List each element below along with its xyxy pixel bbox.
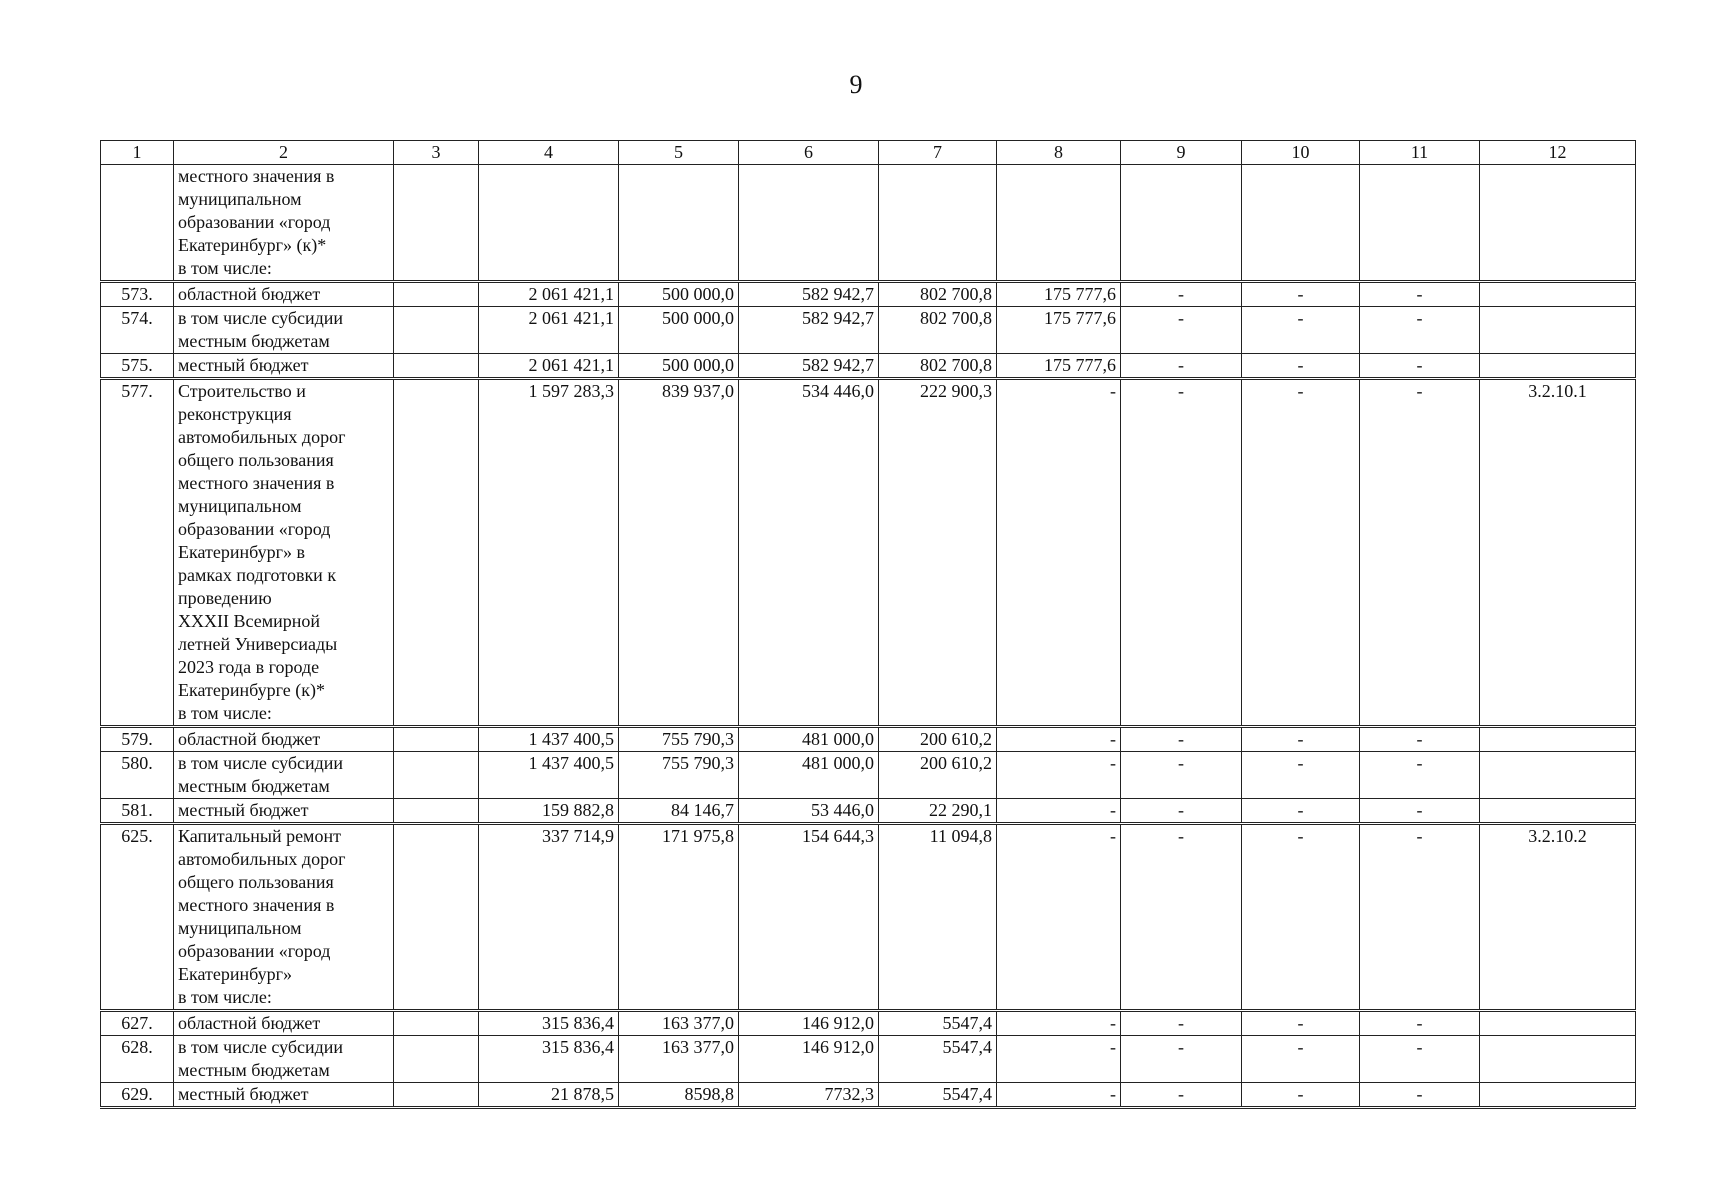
description-line: местным бюджетам [178,331,330,351]
column-8-value: 175 777,6 [997,307,1121,354]
column-6-value: 146 912,0 [739,1036,879,1083]
column-8-value: - [997,824,1121,1011]
budget-table [100,140,1636,1109]
column-11-value: - [1360,282,1480,307]
description-line: местного значения в [178,895,335,915]
description-cell [174,727,394,752]
column-6-value: 154 644,3 [739,824,879,1011]
column-8-value: - [997,752,1121,799]
description-line: в том числе: [178,703,272,723]
description-cell [174,379,394,727]
table-body [101,165,1636,1108]
column-7-value: 222 900,3 [879,379,997,727]
header-cell: 4 [479,141,619,165]
row-number-cell: 580. [101,752,174,799]
column-9-value: - [1121,282,1242,307]
column-7-value: 11 094,8 [879,824,997,1011]
column-6-value: 481 000,0 [739,752,879,799]
table-row [101,799,1636,824]
description-cell [174,165,394,282]
row-number-cell: 581. [101,799,174,824]
header-row [101,141,1636,165]
column-9-value: - [1121,354,1242,379]
description-line: местный бюджет [178,800,309,820]
description-line: областной бюджет [178,1013,321,1033]
description-line: местного значения в [178,166,335,186]
description-line: 2023 года в городе [178,657,320,677]
column-8-value: - [997,799,1121,824]
column-11-value: - [1360,727,1480,752]
description-line: областной бюджет [178,284,321,304]
description-line: Екатеринбург» (к)* [178,235,327,255]
description-line: в том числе субсидии [178,753,344,773]
table-row [101,1011,1636,1036]
description-line: образовании «город [178,212,331,232]
column-4-value: 1 437 400,5 [479,752,619,799]
header-cell: 2 [174,141,394,165]
header-cell: 10 [1242,141,1360,165]
table-row [101,354,1636,379]
column-10-value: - [1242,282,1360,307]
column-5-value: 839 937,0 [619,379,739,727]
column-4-value: 2 061 421,1 [479,282,619,307]
column-4-value: 159 882,8 [479,799,619,824]
column-11-value: - [1360,799,1480,824]
header-cell: 8 [997,141,1121,165]
column-6-value: 146 912,0 [739,1011,879,1036]
column-11-value: - [1360,824,1480,1011]
column-5-value: 171 975,8 [619,824,739,1011]
column-4-value: 1 597 283,3 [479,379,619,727]
table-row [101,307,1636,354]
column-10-value: - [1242,799,1360,824]
column-12-code [1480,165,1636,282]
description-cell [174,1011,394,1036]
column-4-value: 315 836,4 [479,1011,619,1036]
description-cell [174,282,394,307]
column-5-value: 500 000,0 [619,307,739,354]
column-7-value: 802 700,8 [879,307,997,354]
column-9-value: - [1121,1011,1242,1036]
description-cell [174,824,394,1011]
column-12-code [1480,1083,1636,1108]
row-number-cell: 625. [101,824,174,1011]
column-6-value: 534 446,0 [739,379,879,727]
column-9-value: - [1121,1083,1242,1108]
column-7-value: 200 610,2 [879,727,997,752]
column-5-value [619,165,739,282]
table-row [101,379,1636,727]
column-11-value: - [1360,1083,1480,1108]
row-number-cell: 575. [101,354,174,379]
header-cell: 9 [1121,141,1242,165]
column-5-value: 8598,8 [619,1083,739,1108]
table-row [101,824,1636,1011]
column-8-value: 175 777,6 [997,354,1121,379]
description-line: Строительство и [178,381,306,401]
column-5-value: 500 000,0 [619,282,739,307]
description-line: автомобильных дорог [178,427,346,447]
column-11-value: - [1360,354,1480,379]
column-4-value: 2 061 421,1 [479,307,619,354]
column-7-value: 5547,4 [879,1083,997,1108]
column-9-value: - [1121,799,1242,824]
row-number-cell: 628. [101,1036,174,1083]
column-8-value: - [997,1083,1121,1108]
column-12-code: 3.2.10.1 [1480,379,1636,727]
column-7-value: 22 290,1 [879,799,997,824]
column-10-value: - [1242,307,1360,354]
column-7-value: 200 610,2 [879,752,997,799]
column-7-value: 802 700,8 [879,354,997,379]
description-cell [174,1083,394,1108]
column-10-value: - [1242,1036,1360,1083]
description-line: местный бюджет [178,355,309,375]
header-cell: 5 [619,141,739,165]
column-12-code: 3.2.10.2 [1480,824,1636,1011]
table-row [101,727,1636,752]
description-line: образовании «город [178,519,331,539]
column-5-value: 755 790,3 [619,727,739,752]
column-8-value: - [997,1011,1121,1036]
column-4-value: 2 061 421,1 [479,354,619,379]
column-12-code [1480,752,1636,799]
column-11-value: - [1360,307,1480,354]
table-row [101,282,1636,307]
column-12-code [1480,799,1636,824]
column-9-value: - [1121,824,1242,1011]
row-number-cell: 574. [101,307,174,354]
column-5-value: 163 377,0 [619,1011,739,1036]
description-line: в том числе: [178,987,272,1007]
column-12-code [1480,727,1636,752]
column-10-value: - [1242,1011,1360,1036]
column-11-value: - [1360,1011,1480,1036]
column-4-value [479,165,619,282]
column-3-cell [394,752,479,799]
column-9-value: - [1121,727,1242,752]
column-11-value: - [1360,1036,1480,1083]
row-number-cell: 629. [101,1083,174,1108]
column-10-value: - [1242,354,1360,379]
description-line: местного значения в [178,473,335,493]
column-8-value: - [997,379,1121,727]
description-line: Екатеринбурге (к)* [178,680,325,700]
column-4-value: 21 878,5 [479,1083,619,1108]
column-7-value: 5547,4 [879,1011,997,1036]
column-12-code [1480,1011,1636,1036]
column-6-value: 7732,3 [739,1083,879,1108]
column-11-value [1360,165,1480,282]
column-4-value: 337 714,9 [479,824,619,1011]
column-6-value: 582 942,7 [739,354,879,379]
row-number-cell [101,165,174,282]
description-line: в том числе субсидии [178,308,344,328]
description-cell [174,1036,394,1083]
description-line: в том числе субсидии [178,1037,344,1057]
description-line: XXXII Всемирной [178,611,320,631]
column-12-code [1480,282,1636,307]
description-line: областной бюджет [178,729,321,749]
column-5-value: 163 377,0 [619,1036,739,1083]
description-cell [174,354,394,379]
column-9-value: - [1121,752,1242,799]
table-row [101,1083,1636,1108]
row-number-cell: 579. [101,727,174,752]
row-number-cell: 573. [101,282,174,307]
column-6-value: 582 942,7 [739,282,879,307]
description-cell [174,752,394,799]
column-3-cell [394,307,479,354]
column-9-value [1121,165,1242,282]
column-4-value: 315 836,4 [479,1036,619,1083]
column-3-cell [394,1036,479,1083]
column-5-value: 500 000,0 [619,354,739,379]
column-10-value: - [1242,824,1360,1011]
column-10-value [1242,165,1360,282]
description-line: муниципальном [178,918,302,938]
column-8-value [997,165,1121,282]
column-8-value: - [997,727,1121,752]
column-10-value: - [1242,752,1360,799]
column-3-cell [394,379,479,727]
header-cell: 3 [394,141,479,165]
column-5-value: 84 146,7 [619,799,739,824]
description-line: летней Универсиады [178,634,338,654]
header-cell: 6 [739,141,879,165]
column-12-code [1480,307,1636,354]
column-7-value [879,165,997,282]
description-line: муниципальном [178,189,302,209]
column-6-value [739,165,879,282]
column-7-value: 802 700,8 [879,282,997,307]
description-cell [174,307,394,354]
description-line: общего пользования [178,872,334,892]
description-line: Екатеринбург» в [178,542,305,562]
column-7-value: 5547,4 [879,1036,997,1083]
column-4-value: 1 437 400,5 [479,727,619,752]
description-line: автомобильных дорог [178,849,346,869]
table-row [101,1036,1636,1083]
column-11-value: - [1360,379,1480,727]
column-3-cell [394,282,479,307]
description-line: Екатеринбург» [178,964,292,984]
column-6-value: 481 000,0 [739,727,879,752]
header-cell: 11 [1360,141,1480,165]
description-line: в том числе: [178,258,272,278]
column-3-cell [394,799,479,824]
description-line: местным бюджетам [178,1060,330,1080]
column-11-value: - [1360,752,1480,799]
description-line: рамках подготовки к [178,565,337,585]
column-10-value: - [1242,1083,1360,1108]
column-3-cell [394,727,479,752]
column-10-value: - [1242,379,1360,727]
column-9-value: - [1121,307,1242,354]
description-line: проведению [178,588,272,608]
row-number-cell: 577. [101,379,174,727]
column-3-cell [394,824,479,1011]
description-line: Капитальный ремонт [178,826,341,846]
column-5-value: 755 790,3 [619,752,739,799]
column-12-code [1480,354,1636,379]
column-9-value: - [1121,1036,1242,1083]
description-line: общего пользования [178,450,334,470]
header-cell: 1 [101,141,174,165]
description-cell [174,799,394,824]
column-8-value: - [997,1036,1121,1083]
column-8-value: 175 777,6 [997,282,1121,307]
header-cell: 7 [879,141,997,165]
column-12-code [1480,1036,1636,1083]
description-line: местным бюджетам [178,776,330,796]
column-9-value: - [1121,379,1242,727]
column-6-value: 53 446,0 [739,799,879,824]
column-3-cell [394,354,479,379]
description-line: реконструкция [178,404,292,424]
column-6-value: 582 942,7 [739,307,879,354]
description-line: местный бюджет [178,1084,309,1104]
table-row [101,165,1636,282]
description-line: образовании «город [178,941,331,961]
column-3-cell [394,1011,479,1036]
header-cell: 12 [1480,141,1636,165]
column-3-cell [394,1083,479,1108]
row-number-cell: 627. [101,1011,174,1036]
page-number: 9 [849,70,863,99]
description-line: муниципальном [178,496,302,516]
column-10-value: - [1242,727,1360,752]
column-3-cell [394,165,479,282]
table-row [101,752,1636,799]
